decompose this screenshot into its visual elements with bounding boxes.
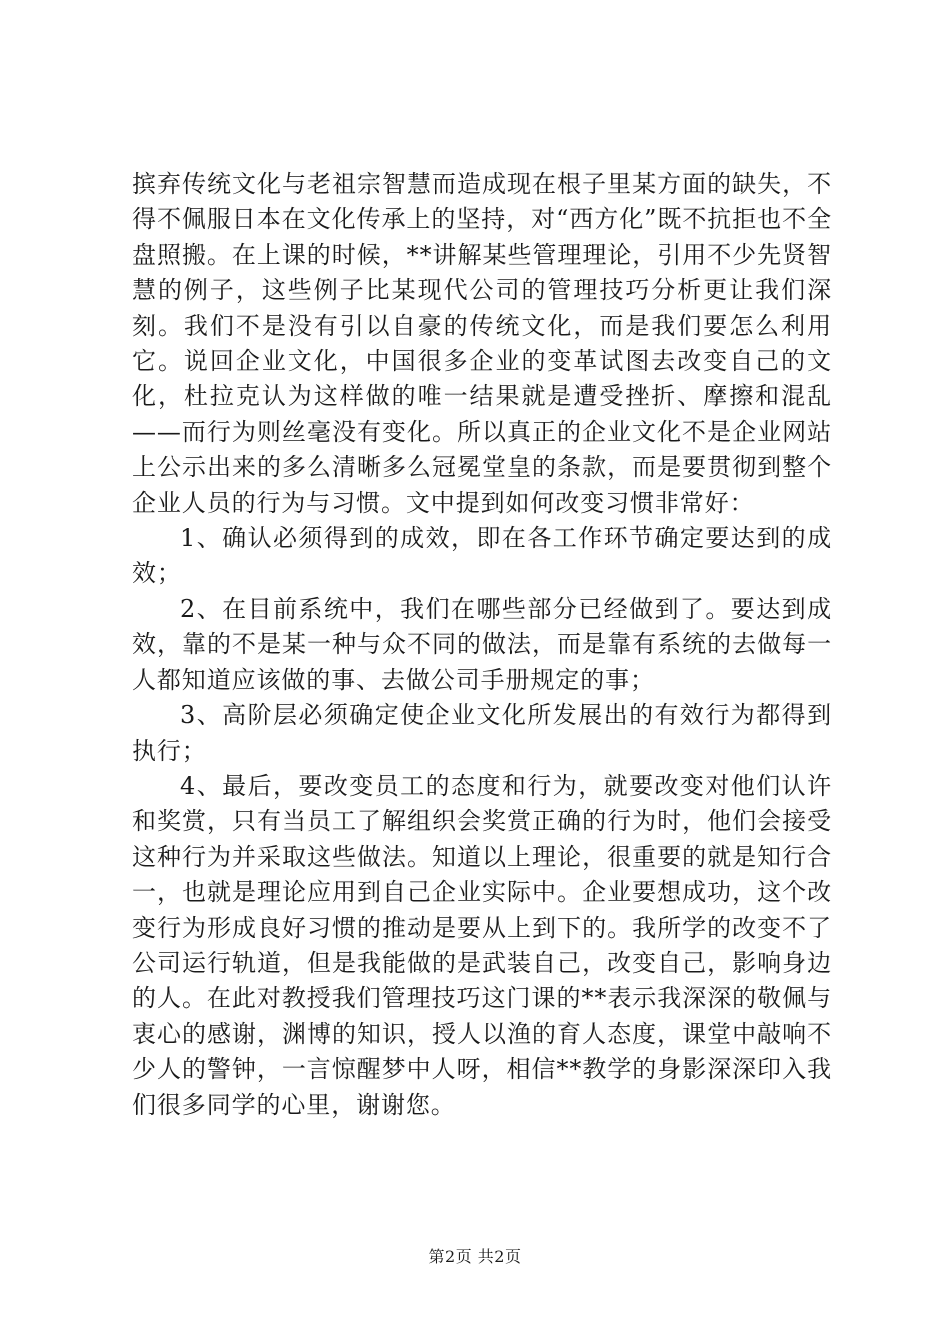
paragraph-item-3: 3、高阶层必须确定使企业文化所发展出的有效行为都得到执行； [132, 701, 832, 765]
paragraph-item-1: 1、确认必须得到的成效，即在各工作环节确定要达到的成效； [132, 524, 832, 588]
paragraph-intro: 摈弃传统文化与老祖宗智慧而造成现在根子里某方面的缺失，不得不佩服日本在文化传承上的坚持，对“西方化”既不抗拒也不全盘照搬。在上课的时候，**讲解某些管理理论，引用不少先贤智慧的例子，这些例子比某现代公司的管理技巧分析更让我们深刻。我们不是没有引以自豪的传统文化，而是我们要怎么利用它。说回企业文化，中国很多企业的变革试图去改变自己的文化，杜拉克认为这样做的唯一结果就是遭受挫折、摩擦和混乱——而行为则丝毫没有变化。所以真正的企业文化不是企业网站上公示出来的多么清晰多么冠冕堂皇的条款，而是要贯彻到整个企业人员的行为与习惯。文中提到如何改变习惯非常好： [132, 170, 832, 517]
paragraph-item-4: 4、最后，要改变员工的态度和行为，就要改变对他们认许和奖赏，只有当员工了解组织会奖赏正确的行为时，他们会接受这种行为并采取这些做法。知道以上理论，很重要的就是知行合一，也就是理论应用到自己企业实际中。企业要想成功，这个改变行为形成良好习惯的推动是要从上到下的。我所学的改变不了公司运行轨道，但是我能做的是武装自己，改变自己，影响身边的人。在此对教授我们管理技巧这门课的**表示我深深的敬佩与衷心的感谢，渊博的知识，授人以渔的育人态度，课堂中敲响不少人的警钟，一言惊醒梦中人呀，相信**教学的身影深深印入我们很多同学的心里，谢谢您。 [132, 771, 832, 1119]
paragraph-item-2: 2、在目前系统中，我们在哪些部分已经做到了。要达到成效，靠的不是某一种与众不同的做法，而是靠有系统的去做每一人都知道应该做的事、去做公司手册规定的事； [132, 594, 832, 694]
document-body [132, 167, 832, 1123]
page-footer: 第2页 共2页 [428, 1247, 522, 1266]
